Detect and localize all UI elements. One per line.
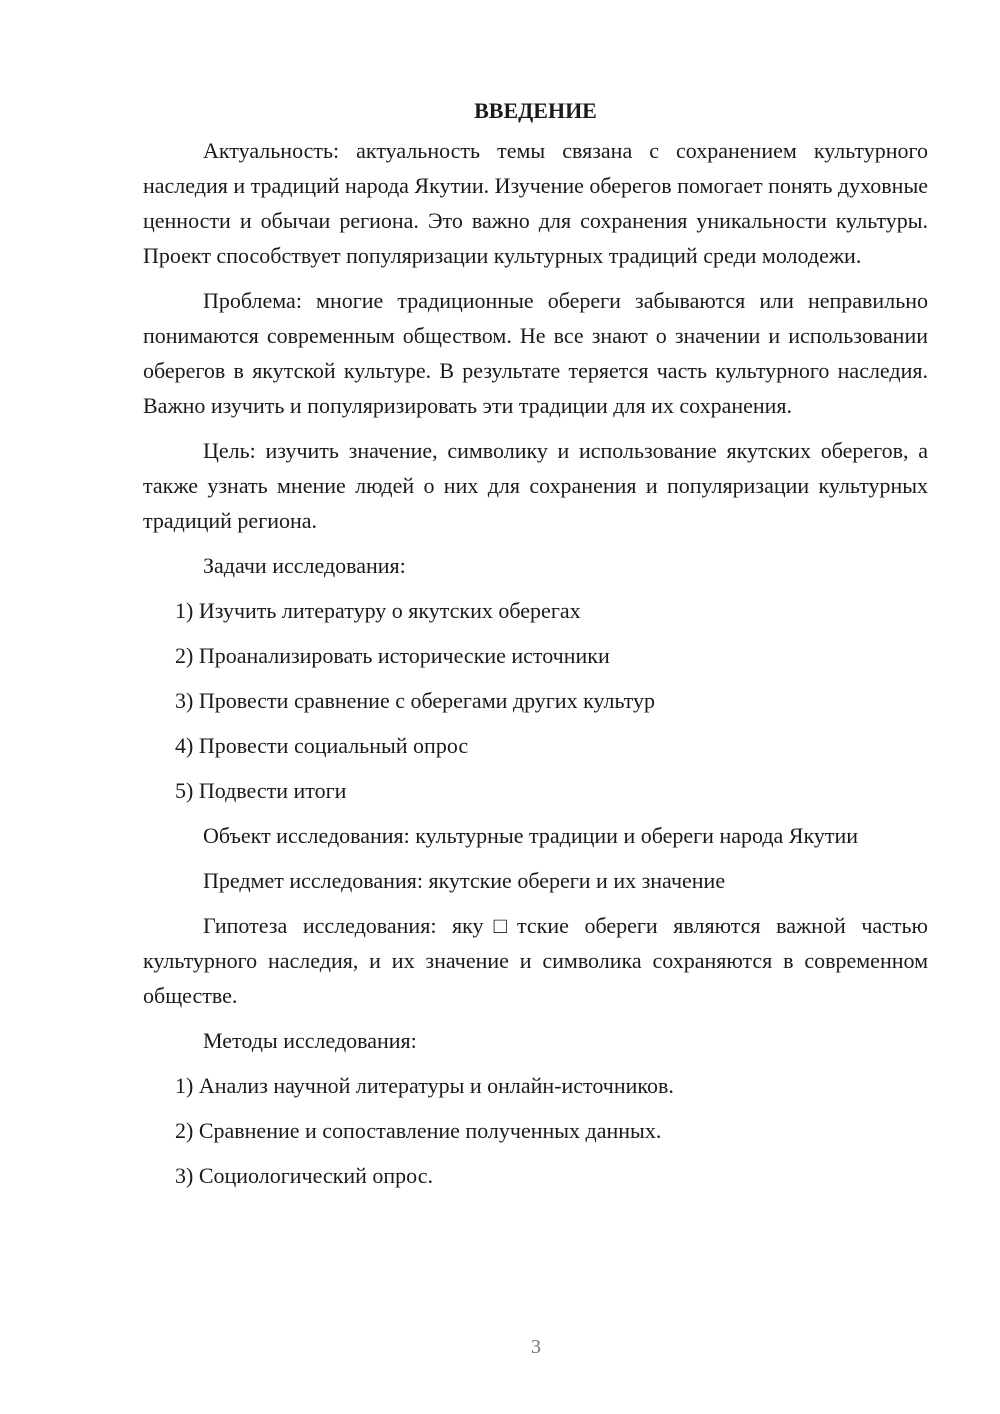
subject-line: Предмет исследования: якутские обереги и их значение bbox=[203, 868, 726, 893]
tasks-heading: Задачи исследования: bbox=[203, 553, 406, 578]
task-item-1: 1) Изучить литературу о якутских оберегах bbox=[175, 598, 581, 623]
object-paragraph: Объект исследования: культурные традиции и обереги народа Якутии bbox=[203, 823, 859, 848]
goal-paragraph: Цель: изучить значение, символику и использование якутских оберегов, а также узнать мнение людей о них для сохранения и популяризации культурных традиций региона. bbox=[143, 438, 928, 533]
task-item-2: 2) Проанализировать исторические источники bbox=[175, 643, 610, 668]
method-item-3: 3) Социологический опрос. bbox=[175, 1163, 433, 1188]
method-item-2: 2) Сравнение и сопоставление полученных данных. bbox=[175, 1118, 662, 1143]
section-title: ВВЕДЕНИЕ bbox=[474, 98, 597, 123]
methods-heading: Методы исследования: bbox=[203, 1028, 417, 1053]
task-item-5: 5) Подвести итоги bbox=[175, 778, 347, 803]
hypothesis-paragraph: Гипотеза исследования: яку□тские обереги являются важной частью культурного наследия, и их значение и символика сохраняются в современном обществе. bbox=[143, 913, 928, 1008]
method-item-1: 1) Анализ научной литературы и онлайн-источников. bbox=[175, 1073, 674, 1098]
problem-paragraph: Проблема: многие традиционные обереги забываются или неправильно понимаются современным обществом. Не все знают о значении и использовании оберегов в якутской культуре. В результате теряется часть культурного наследия. Важно изучить и популяризировать эти традиции для их сохранения. bbox=[143, 288, 928, 418]
page-number: 3 bbox=[531, 1336, 541, 1358]
relevance-paragraph: Актуальность: актуальность темы связана с сохранением культурного наследия и традиций народа Якутии. Изучение оберегов помогает понять духовные ценности и обычаи региона. Это важно для сохранения уникальности культуры. Проект способствует популяризации культурных традиций среди молодежи. bbox=[143, 138, 928, 268]
page-content bbox=[143, 93, 928, 1203]
task-item-3: 3) Провести сравнение с оберегами других культур bbox=[175, 688, 655, 713]
task-item-4: 4) Провести социальный опрос bbox=[175, 733, 469, 758]
